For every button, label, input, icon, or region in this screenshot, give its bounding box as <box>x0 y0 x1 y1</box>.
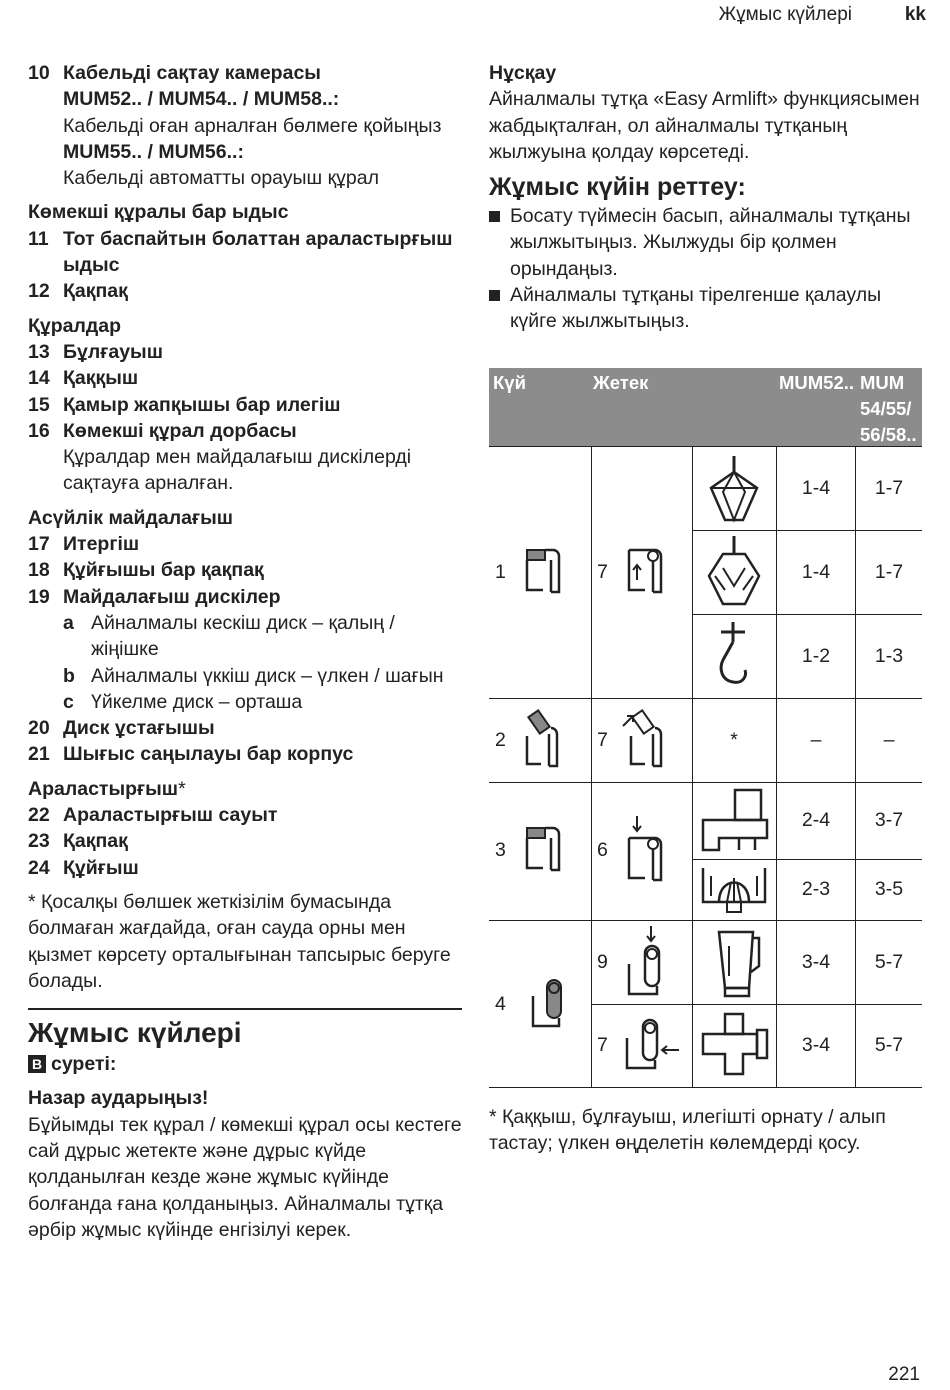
section-heading: Құралдар <box>28 314 122 337</box>
section-heading: Көмекші құралы бар ыдыс <box>28 201 289 224</box>
column-header-position: Күй <box>493 372 526 393</box>
section-title: Жұмыс күйлері <box>28 1017 242 1049</box>
bullet-item: Айналмалы тұтқаны тірелгенше қалаулы күйге жылжытыңыз. <box>489 282 923 335</box>
right-column <box>489 60 923 335</box>
beater-icon <box>703 534 765 610</box>
drive-number: 7 <box>597 561 608 583</box>
figure-reference: B суреті: <box>28 1051 462 1077</box>
bullet-square-icon <box>489 211 500 222</box>
position-1-icon <box>523 546 563 598</box>
list-item: 11 Тот баспайтын болаттан араластырғыш ыдыс <box>28 227 453 277</box>
figure-letter-badge: B <box>28 1055 46 1073</box>
list-item: 24 Құйғыш <box>28 856 139 879</box>
position-number: 4 <box>495 993 506 1015</box>
position-4-icon <box>529 976 569 1030</box>
table-header: Күй Жетек MUM52.. MUM 54/55/ 56/58.. <box>489 368 922 446</box>
sub-item: c Үйкелме диск – орташа <box>63 690 303 713</box>
section-heading: Араластырғыш* <box>28 777 186 800</box>
list-item: 12 Қақпақ <box>28 280 128 303</box>
position-2-icon <box>523 706 563 772</box>
footnote: * Қосалқы бөлшек жеткізілім бумасында болмаған жағдайда, оған сауда орны мен қызмет көрсету орталығынан тапсырыс беруге болады. <box>28 890 451 992</box>
list-item: 14 Қаққыш <box>28 367 139 390</box>
sub-item: a Айналмалы кескіш диск – қалың / жіңішке <box>63 611 395 661</box>
dough-hook-icon <box>711 620 755 692</box>
position-number: 1 <box>495 561 506 583</box>
list-item: 18 Құйғышы бар қақпақ <box>28 559 264 582</box>
drive-7-side-icon <box>623 1014 683 1074</box>
list-item: 23 Қақпақ <box>28 830 128 853</box>
drive-number: 7 <box>597 729 608 751</box>
left-column <box>28 60 462 1243</box>
section-title: Жұмыс күйін реттеу: <box>489 173 746 202</box>
drive-6-icon <box>625 814 665 886</box>
divider <box>28 1008 462 1010</box>
list-item: 19 Майдалағыш дискілер <box>28 585 281 608</box>
list-item: 21 Шығыс саңылауы бар корпус <box>28 743 354 766</box>
column-header-mum-other: MUM <box>860 372 905 393</box>
section-heading: Асүйлік майдалағыш <box>28 506 233 529</box>
page-header <box>0 4 950 28</box>
attention-title: Назар аударыңыз! <box>28 1087 209 1110</box>
list-item: 10 Кабельді сақтау камерасы MUM52.. / MUM54.. / MUM58..: Кабельді оған арналған бөлмеге қойыңыз MUM55.. / MUM56..: Кабельді автоматты орауыш құрал <box>28 62 442 190</box>
drive-7-icon <box>625 546 665 598</box>
position-3-icon <box>523 824 563 876</box>
list-item: 16 Көмекші құрал дорбасы Құралдар мен майдалағыш дискілерді сақтауға арналған. <box>28 419 412 495</box>
drive-number: 7 <box>597 1034 608 1056</box>
citrus-press-icon <box>697 862 771 918</box>
list-item: 13 Бұлғауыш <box>28 340 163 363</box>
table-footnote: * Қаққыш, бұлғауыш, илегішті орнату / алып тастау; үлкен өңделетін көлемдерді қосу. <box>489 1106 886 1155</box>
header-title: Жұмыс күйлері <box>718 4 852 25</box>
language-code: kk <box>904 4 926 25</box>
list-item: 17 Итергіш <box>28 533 140 556</box>
blender-jug-icon <box>713 926 763 1000</box>
drive-7-tilted-icon <box>621 706 667 772</box>
drive-number: 9 <box>597 951 608 973</box>
drive-number: 6 <box>597 839 608 861</box>
list-item: 20 Диск ұстағышы <box>28 717 215 740</box>
list-item: 15 Қамыр жапқышы бар илегіш <box>28 393 341 416</box>
column-header-drive: Жетек <box>593 372 649 393</box>
meat-mincer-icon <box>697 1010 771 1080</box>
whisk-icon <box>703 454 765 526</box>
list-item: 22 Араластырғыш сауыт <box>28 804 278 827</box>
note-title: Нұсқау <box>489 62 557 84</box>
attention-text: Бұйымды тек құрал / көмекші құрал осы кестеге сай дұрыс жетекте және дұрыс күйде қолданылған кезде және жұмыс күйінде болғанда ғана қолданыңыз. Айналмалы тұтқа әрбір жұмыс күйінде енгізілуі керек. <box>28 1113 462 1241</box>
position-number: 3 <box>495 839 506 861</box>
position-number: 2 <box>495 729 506 751</box>
bullet-square-icon <box>489 290 500 301</box>
note-text: Айналмалы тұтқа «Easy Armlift» функциясымен жабдықталған, ол айналмалы тұтқаның жылжуына қолдау көрсетеді. <box>489 88 920 163</box>
page-number: 221 <box>888 1364 920 1385</box>
slicer-attachment-icon <box>697 786 771 856</box>
drive-9-icon <box>625 924 665 998</box>
bullet-item: Босату түймесін басып, айналмалы тұтқаны жылжытыңыз. Жылжуды бір қолмен орындаңыз. <box>489 203 923 282</box>
sub-item: b Айналмалы үккіш диск – үлкен / шағын <box>63 664 444 687</box>
column-header-mum52: MUM52.. <box>779 372 855 393</box>
settings-table: Күй Жетек MUM52.. MUM 54/55/ 56/58.. 1 7 1-4 1-7 1-4 1-7 1-2 1-3 2 7 * – – 3 6 2-4 3-7 2-3 3-5 4 9 3-4 5-7 7 3-4 5-7 <box>489 368 922 1088</box>
